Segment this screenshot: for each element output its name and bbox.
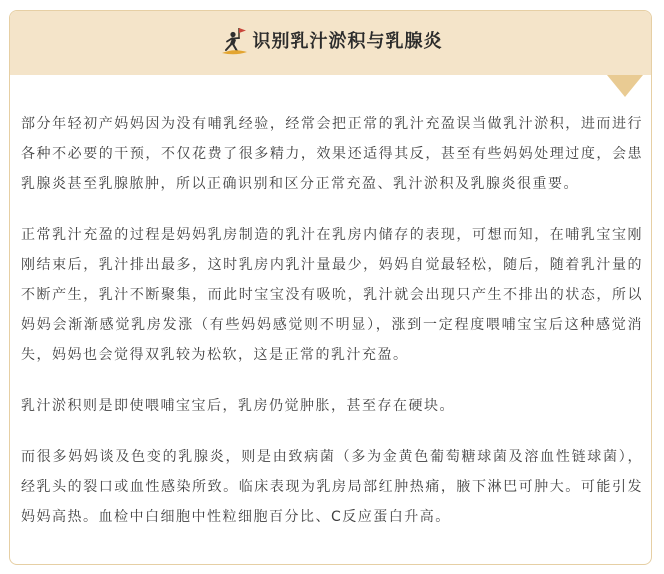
title-row <box>10 26 651 58</box>
article-card <box>9 10 652 565</box>
paragraph-milk-stasis: 乳汁淤积则是即使喂哺宝宝后，乳房仍觉肿胀，甚至存在硬块。 <box>21 398 455 414</box>
article-body <box>21 109 643 553</box>
corner-fold-decoration <box>607 75 643 97</box>
running-figure-icon <box>219 26 249 58</box>
paragraph-mastitis: 而很多妈妈谈及色变的乳腺炎，则是由致病菌（多为金黄色葡萄糖球菌及溶血性链球菌），经乳头的裂口或血性感染所致。临床表现为乳房局部红肿热痛，腋下淋巴可肿大。可能引发妈妈高热。血检中白细胞中性粒细胞百分比、C反应蛋白升高。 <box>21 449 643 525</box>
title-banner <box>10 11 651 75</box>
paragraph-normal-engorgement: 正常乳汁充盈的过程是妈妈乳房制造的乳汁在乳房内储存的表现，可想而知，在哺乳宝宝刚刚结束后，乳汁排出最多，这时乳房内乳汁量最少，妈妈自觉最轻松，随后，随着乳汁量的不断产生，乳汁不断聚集，而此时宝宝没有吸吮，乳汁就会出现只产生不排出的状态，所以妈妈会渐渐感觉乳房发涨（有些妈妈感觉则不明显），涨到一定程度喂哺宝宝后这种感觉消失，妈妈也会觉得双乳较为松软，这是正常的乳汁充盈。 <box>21 227 643 363</box>
article-title: 识别乳汁淤积与乳腺炎 <box>252 31 443 52</box>
paragraph-intro: 部分年轻初产妈妈因为没有哺乳经验，经常会把正常的乳汁充盈误当做乳汁淤积，进而进行各种不必要的干预，不仅花费了很多精力，效果还适得其反，甚至有些妈妈处理过度，会患乳腺炎甚至乳腺脓肿，所以正确识别和区分正常充盈、乳汁淤积及乳腺炎很重要。 <box>21 116 643 192</box>
